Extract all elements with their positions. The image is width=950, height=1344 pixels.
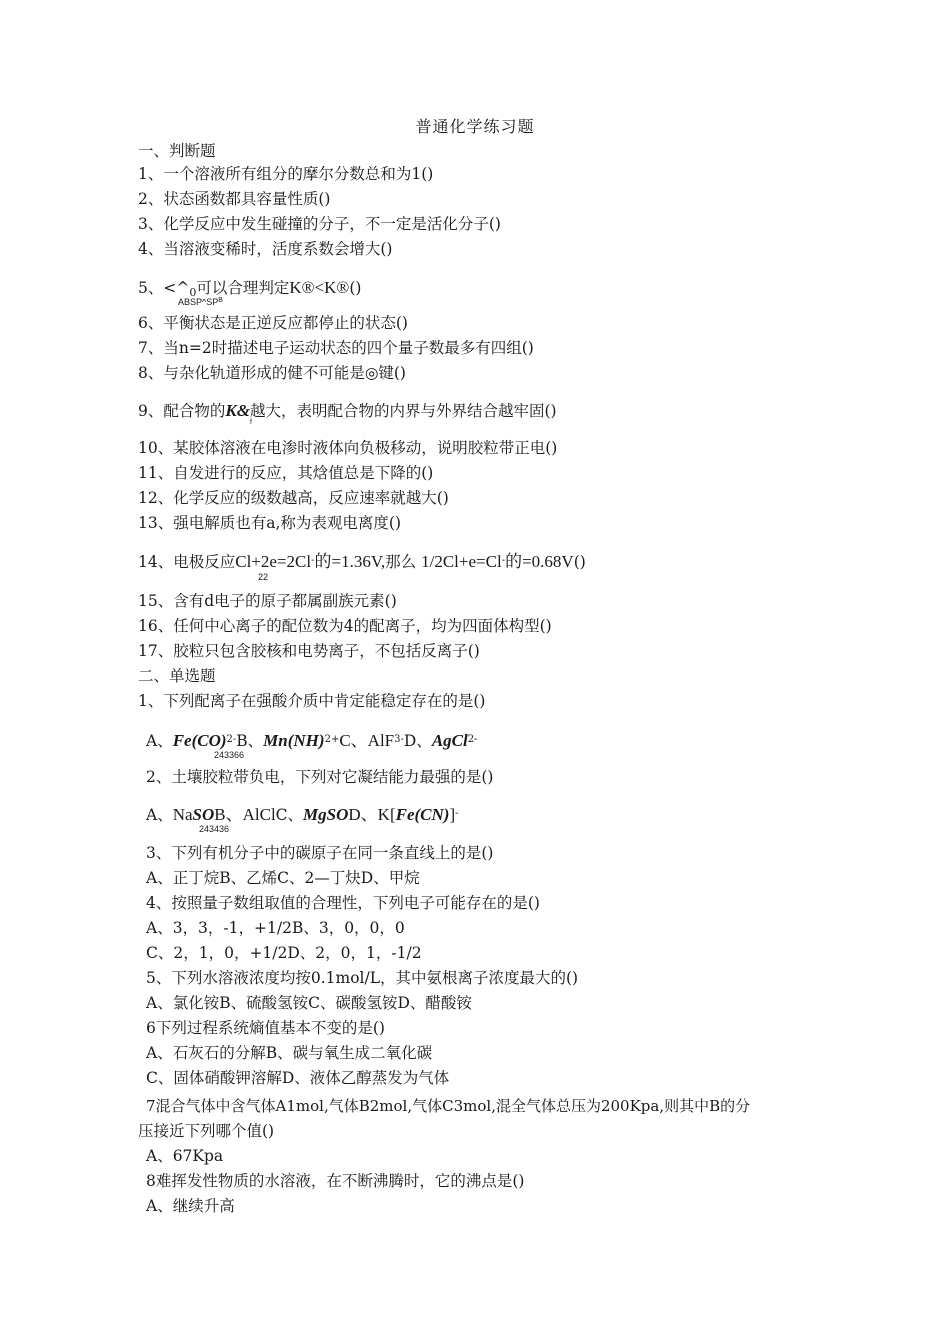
question-j14-text-b: 那么 (385, 553, 417, 571)
s2-option-c-formula: MgSO (303, 805, 349, 824)
question-j9-text-a: 9、配合物的 (138, 402, 226, 420)
question-j14-formula-2: 1/2Cl+e=Cl (421, 552, 502, 571)
question-j5-number: 5、 (138, 279, 164, 297)
s1-option-b-label: B、 (236, 732, 264, 750)
s2-option-a-so: SO (192, 805, 215, 824)
question-j11: 11、自发进行的反应，其焓值总是下降的() (138, 464, 434, 482)
question-s2: 2、土壤胶粒带负电，下列对它凝结能力最强的是() (146, 768, 494, 786)
question-j14-formula-1: Cl+2e=2Cl (235, 552, 312, 571)
question-s3-options: A、正丁烷B、乙烯C、2—丁炔D、甲烷 (146, 869, 420, 887)
question-s4-options-1: A、3，3，-1，+1/2B、3，0，0，0 (146, 919, 405, 937)
question-s4-options-2: C、2，1，0，+1/2D、2，0，1，-1/2 (146, 944, 422, 962)
question-j14-charge-2: - (501, 555, 506, 566)
question-j9 (138, 401, 557, 421)
s1-subscripts: 243366 (214, 750, 245, 760)
question-j4: 4、当溶液变稀时，活度系数会增大() (138, 240, 393, 258)
s2-option-c-label: C、 (275, 806, 304, 824)
s1-option-a-formula: Fe(CO) (172, 731, 227, 750)
question-j5-zero: 0 (189, 286, 197, 299)
s1-option-d-charge: 2- (467, 734, 478, 745)
question-j8: 8、与杂化轨道形成的健不可能是◎键() (138, 364, 406, 382)
s1-option-a-charge: 2- (226, 734, 237, 745)
s1-option-c-charge: 3- (394, 734, 404, 745)
s2-option-d-charge: - (455, 808, 459, 819)
question-s6: 6下列过程系统熵值基本不变的是() (146, 1019, 385, 1037)
s1-option-b-formula: Mn(NH) (263, 731, 325, 750)
question-j14-value-2: 的=0.68V (505, 552, 574, 571)
question-j16: 16、任何中心离子的配位数为4的配离子，均为四面体构型() (138, 617, 552, 635)
s2-subscripts: 243436 (199, 824, 230, 834)
question-s3: 3、下列有机分子中的碳原子在同一条直线上的是() (146, 844, 494, 862)
question-j7: 7、当n=2时描述电子运动状态的四个量子数最多有四组() (138, 339, 534, 357)
question-j2: 2、状态函数都具容量性质() (138, 190, 331, 208)
question-j5-formula: K®<K® (289, 278, 350, 297)
question-j14-paren: () (573, 553, 586, 571)
question-s4: 4、按照量子数组取值的合理性，下列电子可能存在的是() (146, 894, 540, 912)
question-j3: 3、化学反应中发生碰撞的分子，不一定是活化分子() (138, 215, 501, 233)
question-j10: 10、某胶体溶液在电渗时液体向负极移动，说明胶粒带正电() (138, 439, 558, 457)
s1-option-d-label: D、 (403, 732, 432, 750)
question-j5-symbol: <^ (163, 279, 190, 297)
s2-option-d-label: D、K[ (348, 805, 396, 824)
question-s5-options: A、氯化铵B、硫酸氢铵C、碳酸氢铵D、醋酸铵 (146, 994, 472, 1012)
question-j5-paren: () (349, 279, 362, 297)
s1-option-b-charge: 2+ (324, 734, 340, 745)
question-j12: 12、化学反应的级数越高，反应速率就越大() (138, 489, 449, 507)
question-s1-options (146, 730, 477, 751)
question-j5-text: 可以合理判定 (196, 279, 290, 297)
s2-option-d-bracket: ] (449, 805, 456, 824)
question-j14-subscript: 22 (258, 572, 269, 582)
question-s6-options-1: A、石灰石的分解B、碳与氧生成二氧化碳 (146, 1044, 433, 1062)
question-j9-subscript: f (250, 419, 252, 426)
question-j14-charge-1: - (311, 555, 315, 566)
s1-option-a-label: A、 (146, 732, 173, 750)
question-s5: 5、下列水溶液浓度均按0.1mol/L，其中氨根离子浓度最大的() (146, 969, 579, 987)
question-s2-options (146, 804, 459, 825)
page-title: 普通化学练习题 (415, 117, 535, 136)
question-j9-formula: K& (225, 401, 250, 420)
question-j1: 1、一个溶液所有组分的摩尔分数总和为1() (138, 165, 434, 183)
question-s7-line-1: 7混合气体中含气体A1mol,气体B2mol,气体C3mol,混全气体总压为200Kpa,则其中B的分 (146, 1097, 751, 1115)
section-heading-single-choice: 二、单选题 (138, 667, 216, 685)
question-s8-options: A、继续升高 (146, 1197, 235, 1215)
question-s7-options: A、67Kpa (146, 1147, 224, 1165)
question-j15: 15、含有d电子的原子都属副族元素() (138, 592, 397, 610)
section-heading-judgment: 一、判断题 (138, 142, 216, 160)
s2-option-a-na: Na (172, 805, 193, 824)
question-j13: 13、强电解质也有a,称为表观电离度() (138, 514, 401, 532)
question-j17: 17、胶粒只包含胶核和电势离子，不包括反离子() (138, 642, 480, 660)
s2-option-b: B、AlCl (214, 805, 276, 824)
s2-option-d-formula: Fe(CN) (395, 805, 450, 824)
question-j14-text-a: 14、电极反应 (138, 553, 236, 571)
question-j5-subscript (178, 297, 223, 307)
question-s1: 1、下列配离子在强酸介质中肯定能稳定存在的是() (138, 692, 486, 710)
question-j6: 6、平衡状态是正逆反应都停止的状态() (138, 314, 408, 332)
s1-option-c: C、AlF (339, 731, 395, 750)
question-j5-subscript-text: ABSP^SP (178, 297, 219, 307)
question-j14-value-1: 的=1.36V, (314, 552, 386, 571)
s1-option-d-formula: AgCl (431, 731, 468, 750)
question-j9-text-b: 越大，表明配合物的内界与外界结合越牢固() (249, 402, 557, 420)
question-j5 (138, 278, 361, 303)
question-s6-options-2: C、固体硝酸钾溶解D、液体乙醇蒸发为气体 (146, 1069, 450, 1087)
question-j14 (138, 551, 586, 572)
question-s8: 8难挥发性物质的水溶液，在不断沸腾时，它的沸点是() (146, 1172, 525, 1190)
s2-option-a-label: A、 (146, 806, 173, 824)
question-s7-line-2: 压接近下列哪个值() (138, 1122, 275, 1140)
question-j5-subscript-b: B (218, 297, 223, 304)
